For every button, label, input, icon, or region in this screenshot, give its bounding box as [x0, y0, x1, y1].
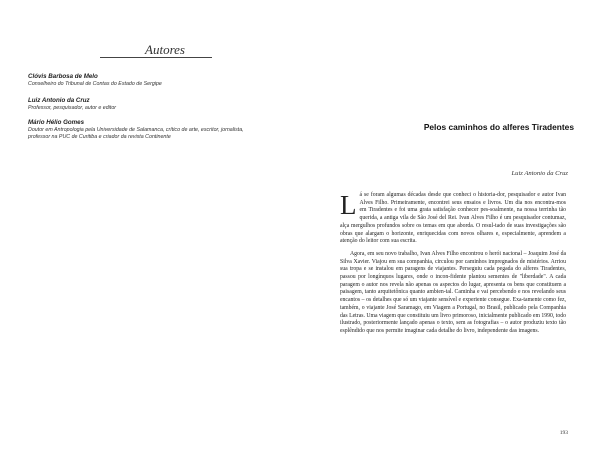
page-number: 193: [559, 430, 568, 436]
author-name: Clóvis Barbosa de Melo: [28, 73, 98, 80]
author-description: Doutor em Antropologia pela Universidade de Salamanca, crítico de arte, escritor, jornalista, professor na PUC de Curitiba e criador da revista Continente: [28, 127, 244, 140]
drop-cap: L: [340, 190, 357, 220]
essay-body: [340, 192, 566, 336]
right-page: [300, 0, 600, 453]
author-entry: [28, 97, 288, 112]
author-name: Mário Hélio Gomes: [28, 119, 85, 126]
paragraph-1: [340, 192, 566, 246]
author-entry: [28, 119, 258, 141]
paragraph-1-text: á se foram algumas décadas desde que conheci o historia-dor, pesquisador e autor Ivan Alves Filho. Primeiramente, encontrei seus ensaios e livros. Um dia nos encontra-mos em Tiradentes e foi uma grata satisfação conhecer pes-soalmente, na nossa terrinha tão querida, a antiga vila de São José del Rei. Ivan Alves Filho é um pesquisador contumaz, alça mergulhos profundos sobre os temas em que aborda. O resul-tado de suas investigações são obras que alargam o horizonte, enriquecidas com novos olhares e, especialmente, aprendem a atenção do leitor com sua escrita.: [340, 192, 566, 245]
author-entry: [28, 73, 288, 88]
author-name: Luiz Antonio da Cruz: [28, 97, 90, 104]
section-title: Autores: [145, 42, 185, 57]
essay-author: Luiz Antonio da Cruz: [511, 170, 568, 177]
paragraph-2: Agora, em seu novo trabalho, Ivan Alves Filho encontrou o herói nacional – Joaquim José da Silva Xavier. Viajou em sua companhia, circulou por caminhos impregnados de mistérios. Arriou sua tropa e se instalou em paragens de viajantes. Perseguiu cada pegada do alferes Tiradentes, passou por longínquos lugares, onde o incon-fidente plantou sementes de "liberdade". A cada paragem o autor nos revela não apenas os aspectos do lugar, apresenta os bens que constituem a paisagem, tanto arquitetônica quanto ambien-tal. Caminha e vai percebendo e nos revelando seus encantos – os detalhes que só um viajante sensível e experiente consegue. Exa-tamente como fez, também, o viajante José Saramago, em Viagem a Portugal, no Brasil, publicado pela Companhia das Letras. Uma viagem que constituiu um livro primoroso, inicialmente publicado em 1990, todo ilustrado, posteriormente lançado apenas o texto, sem as fotografias – o autor produziu texto tão esplêndido que nos permite imaginar cada detalhe do livro, independente das imagens.: [340, 250, 566, 334]
author-description: Conselheiro do Tribunal de Contas do Estado de Sergipe: [28, 81, 162, 87]
essay-title: Pelos caminhos do alferes Tiradentes: [423, 122, 574, 132]
title-underline: [100, 57, 212, 58]
author-description: Professor, pesquisador, autor e editor: [28, 105, 117, 111]
